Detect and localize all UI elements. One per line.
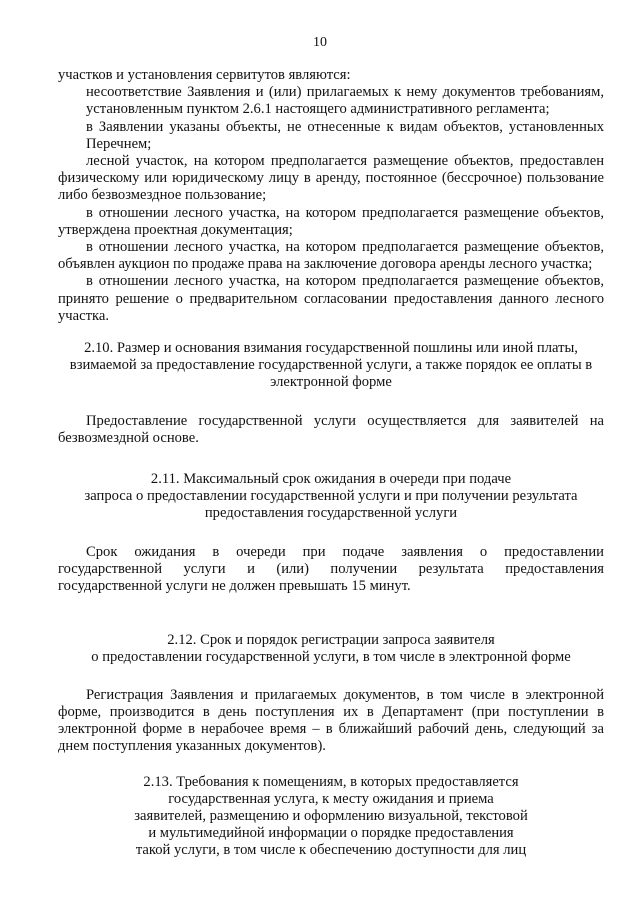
heading-line: заявителей, размещению и оформлению визуальной, текстовой: [134, 807, 528, 824]
list-item: в отношении лесного участка, на котором предполагается размещение объектов, утверждена проектная документация;: [58, 204, 604, 238]
heading-line: предоставления государственной услуги: [204, 505, 458, 522]
heading-line: 2.11. Максимальный срок ожидания в очереди при подаче: [150, 471, 512, 488]
section-text-2-11: Срок ожидания в очереди при подаче заявления о предоставлении государственной услуги и (или) получении результата предоставления государственной услуги не должен превышать 15 минут.: [58, 543, 604, 595]
section-text-2-10: Предоставление государственной услуги осуществляется для заявителей на безвозмездной основе.: [58, 412, 604, 446]
list-intro: участков и установления сервитутов являются:: [58, 67, 351, 83]
list-item: в отношении лесного участка, на котором предполагается размещение объектов, принято решение о предварительном согласовании предоставления данного лесного участка.: [58, 273, 604, 324]
list-item: лесной участок, на котором предполагается размещение объектов, предоставлен физическому или юридическому лицу в аренду, постоянное (бессрочное) пользование либо безвозмездное пользование;: [58, 153, 604, 204]
section-text-2-12: Регистрация Заявления и прилагаемых документов, в том числе в электронной форме, производится в день поступления их в Департамент (при поступлении в электронной форме в нерабочее время – в ближайший рабочий день, следующий за днем поступления указанных документов).: [58, 686, 604, 755]
page-number: 10: [313, 35, 327, 50]
heading-line: и мультимедийной информации о порядке предоставления: [148, 825, 514, 842]
heading-line: запроса о предоставлении государственной услуги и при получении результата: [84, 488, 578, 505]
heading-line: 2.13. Требования к помещениям, в которых предоставляется: [143, 773, 519, 790]
section-heading-2-11: [58, 471, 604, 523]
section-heading-2-13: [58, 774, 604, 860]
heading-line: 2.12. Срок и порядок регистрации запроса заявителя: [167, 632, 495, 649]
heading-line: о предоставлении государственной услуги, в том числе в электронной форме: [91, 649, 571, 666]
heading-line: государственная услуга, к месту ожидания и приема: [168, 790, 494, 807]
section-heading-2-10: 2.10. Размер и основания взимания государственной пошлины или иной платы, взимаемой за предоставление государственной услуги, а также порядок ее оплаты в электронной форме: [69, 340, 593, 391]
document-body: [58, 67, 604, 860]
heading-line: такой услуги, в том числе к обеспечению доступности для лиц: [135, 842, 527, 859]
list-item: несоответствие Заявления и (или) прилагаемых к нему документов требованиям, установленным пунктом 2.6.1 настоящего административного регламента;: [86, 84, 604, 118]
list-item: в Заявлении указаны объекты, не отнесенные к видам объектов, установленных Перечнем;: [86, 118, 604, 152]
list-item: в отношении лесного участка, на котором предполагается размещение объектов, объявлен аукцион по продаже права на заключение договора аренды лесного участка;: [58, 239, 604, 273]
section-heading-2-12: [58, 632, 604, 666]
